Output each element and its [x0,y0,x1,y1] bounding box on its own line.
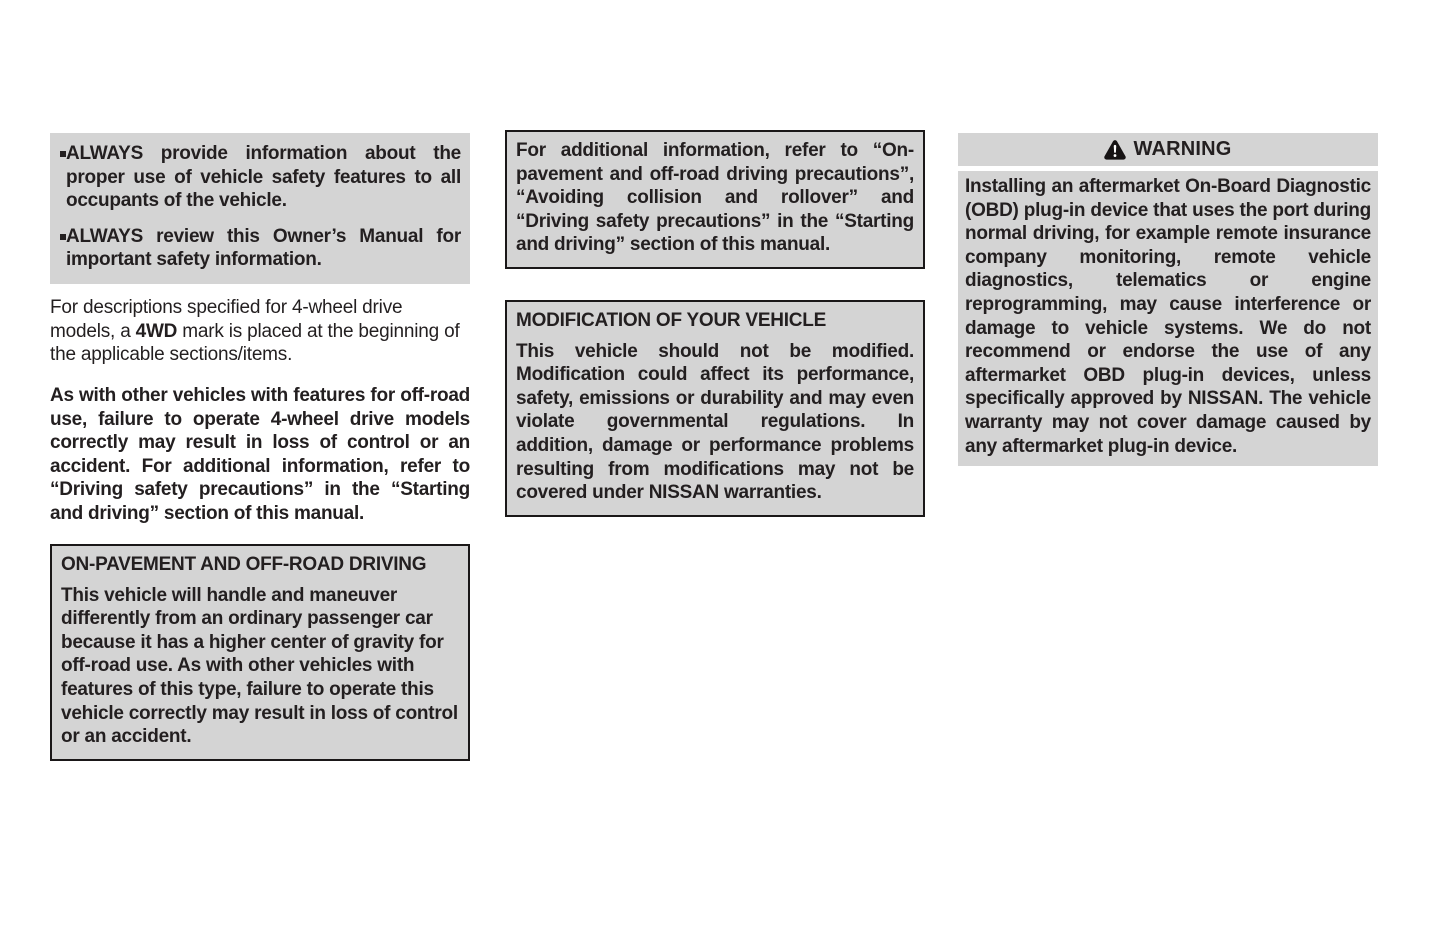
additional-info-box: For additional information, refer to “On-pavement and off-road driving precautions”, “Avoiding collision and rollover” and “Driving safety precautions” in the “Starting and driving” section of this manual. [505,130,925,269]
4wd-mark: 4WD [135,320,178,342]
list-item [58,142,461,213]
modification-title: MODIFICATION OF YOUR VEHICLE [516,310,827,331]
onpavement-offroad-title: ON-PAVEMENT AND OFF-ROAD DRIVING [61,554,427,575]
modification-box [505,300,925,517]
onpavement-offroad-body: This vehicle will handle and maneuver differently from an ordinary passenger car because it has a higher center of gravity for off-road use. As with other vehicles with features of this type, failure to operate this vehicle correctly may result in loss of control or an accident. [61,584,458,748]
onpavement-offroad-box [50,544,470,761]
warning-header [958,133,1378,166]
4wd-note-paragraph [50,296,470,367]
offroad-warning-paragraph: As with other vehicles with features for off-road use, failure to operate 4-wheel drive models correctly may result in loss of control or an accident. For additional information, refer to “Driving safety precautions” in the “Starting and driving” section of this manual. [50,385,470,524]
safety-bullet-text: ALWAYS provide information about the proper use of vehicle safety features to all occupants of the vehicle. [66,143,461,212]
list-item [58,225,461,272]
warning-body: Installing an aftermarket On-Board Diagnostic (OBD) plug-in device that uses the port during normal driving, for example remote insurance company monitoring, remote vehicle diagnostics, telematics or engine reprogramming, may cause interference or damage to vehicle systems. We do not recommend or endorse the use of any aftermarket OBD plug-in devices, unless specifically approved by NISSAN. The vehicle warranty may not cover damage caused by any aftermarket plug-in device. [958,171,1378,466]
modification-body: This vehicle should not be modified. Modification could affect its performance, safety, emissions or durability and may even violate governmental regulations. In addition, damage or performance problems resulting from modifications may not be covered under NISSAN warranties. [516,340,914,504]
safety-bullet-text: ALWAYS review this Owner’s Manual for important safety information. [66,225,461,271]
4wd-note-before: For descriptions specified for 4-wheel drive models, a [50,297,403,342]
warning-label: WARNING [1133,137,1232,160]
warning-triangle-icon [1104,139,1126,160]
safety-notes-box [50,133,470,284]
4wd-note-after: mark is placed at the beginning of the applicable sections/items. [50,320,460,366]
